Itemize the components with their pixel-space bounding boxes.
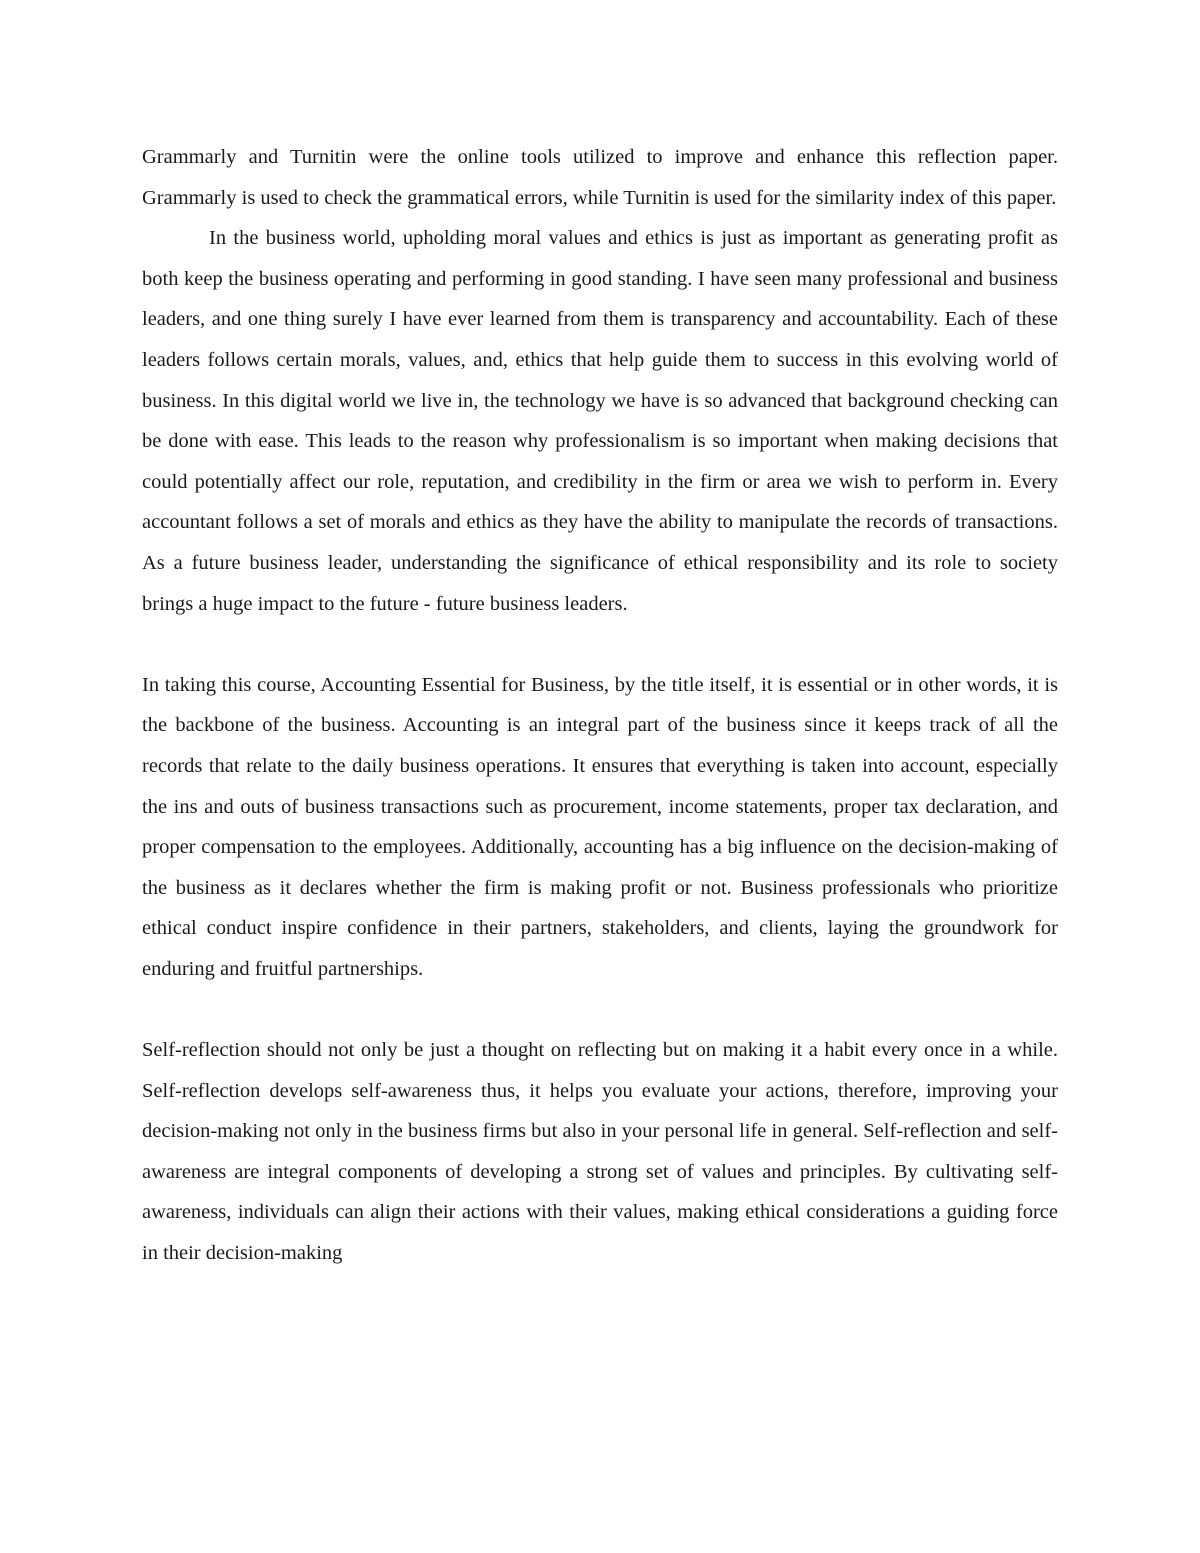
paragraph-online-tools: Grammarly and Turnitin were the online tools utilized to improve and enhance this reflection paper. Grammarly is used to check the grammatical errors, while Turnitin is used for the similarity index of this paper. [142,146,1058,209]
paragraph-accounting-course: In taking this course, Accounting Essential for Business, by the title itself, it is essential or in other words, it is the backbone of the business. Accounting is an integral part of the business since it keeps track of all the records that relate to the daily business operations. It ensures that everything is taken into account, especially the ins and outs of business transactions such as procurement, income statements, proper tax declaration, and proper compensation to the employees. Additionally, accounting has a big influence on the decision-making of the business as it declares whether the firm is making profit or not. Business professionals who prioritize ethical conduct inspire confidence in their partners, stakeholders, and clients, laying the groundwork for enduring and fruitful partnerships. [142,673,1058,980]
paragraph-business-ethics: In the business world, upholding moral values and ethics is just as important as generating profit as both keep the business operating and performing in good standing. I have seen many professional and business leaders, and one thing surely I have ever learned from them is transparency and accountability. Each of these leaders follows certain morals, values, and, ethics that help guide them to success in this evolving world of business. In this digital world we live in, the technology we have is so advanced that background checking can be done with ease. This leads to the reason why professionalism is so important when making decisions that could potentially affect our role, reputation, and credibility in the firm or area we wish to perform in. Every accountant follows a set of morals and ethics as they have the ability to manipulate the records of transactions. As a future business leader, understanding the significance of ethical responsibility and its role to society brings a huge impact to the future - future business leaders. [142,227,1058,615]
document-body [142,137,1058,1274]
paragraph-self-reflection: Self-reflection should not only be just a thought on reflecting but on making it a habit every once in a while. Self-reflection develops self-awareness thus, it helps you evaluate your actions, therefore, improving your decision-making not only in the business firms but also in your personal life in general. Self-reflection and self-awareness are integral components of developing a strong set of values and principles. By cultivating self-awareness, individuals can align their actions with their values, making ethical considerations a guiding force in their decision-making [142,1039,1058,1265]
